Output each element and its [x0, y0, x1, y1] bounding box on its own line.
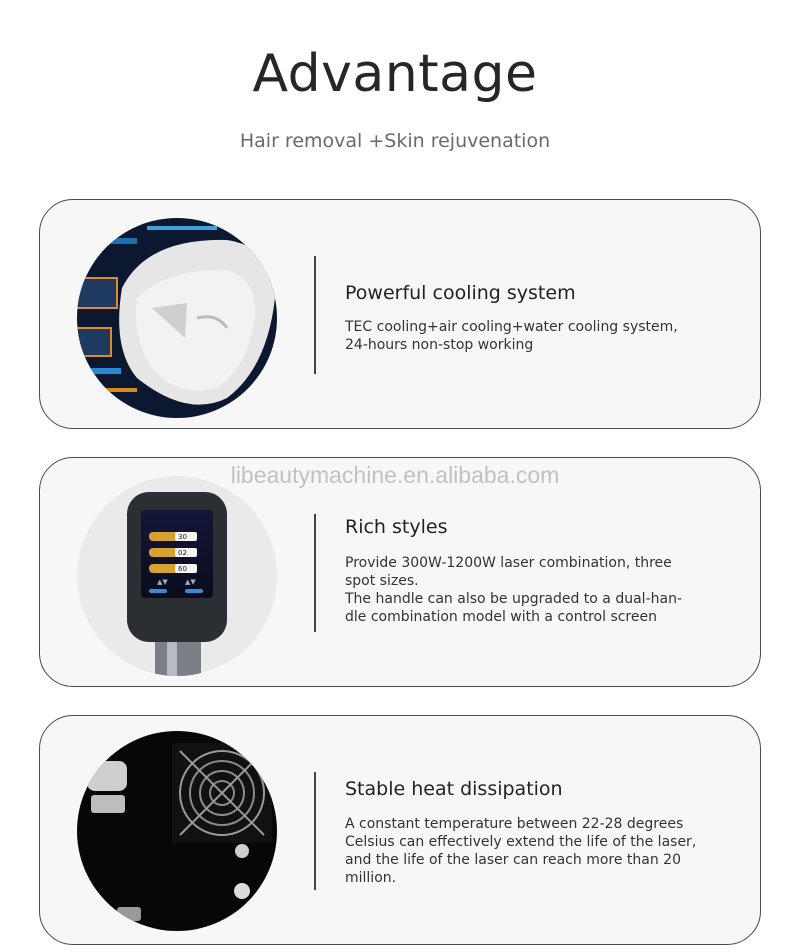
card-title: Powerful cooling system — [345, 282, 576, 304]
feature-card-styles — [39, 457, 761, 687]
screen-value-1: 30 — [178, 533, 187, 541]
card-title: Rich styles — [345, 516, 448, 538]
card-description: A constant temperature between 22-28 degrees Celsius can effectively extend the life of the laser, and the life of the laser can reach more than 20 million. — [345, 816, 697, 886]
card-title: Stable heat dissipation — [345, 778, 563, 800]
screen-value-2: 02 — [178, 549, 187, 557]
handle-control-screen-photo — [77, 476, 277, 676]
card-description: TEC cooling+air cooling+water cooling system, 24-hours non-stop working — [345, 319, 678, 353]
card-description: Provide 300W-1200W laser combination, three spot sizes. The handle can also be upgraded to a dual-han- dle combination model with a control screen — [345, 555, 682, 625]
frosted-handpiece-photo — [77, 218, 277, 418]
feature-card-heat — [39, 715, 761, 945]
divider — [314, 256, 316, 374]
watermark: libeautymachine.en.alibaba.com — [230, 462, 560, 488]
page-title: Advantage — [252, 44, 538, 104]
screen-value-3: 60 — [178, 565, 187, 573]
divider — [314, 514, 316, 632]
svg-text:▲▼: ▲▼ — [157, 578, 168, 586]
cooling-fan-photo — [77, 731, 277, 931]
divider — [314, 772, 316, 890]
svg-text:▲▼: ▲▼ — [185, 578, 196, 586]
page-subtitle: Hair removal +Skin rejuvenation — [239, 130, 551, 152]
feature-card-cooling — [39, 199, 761, 429]
